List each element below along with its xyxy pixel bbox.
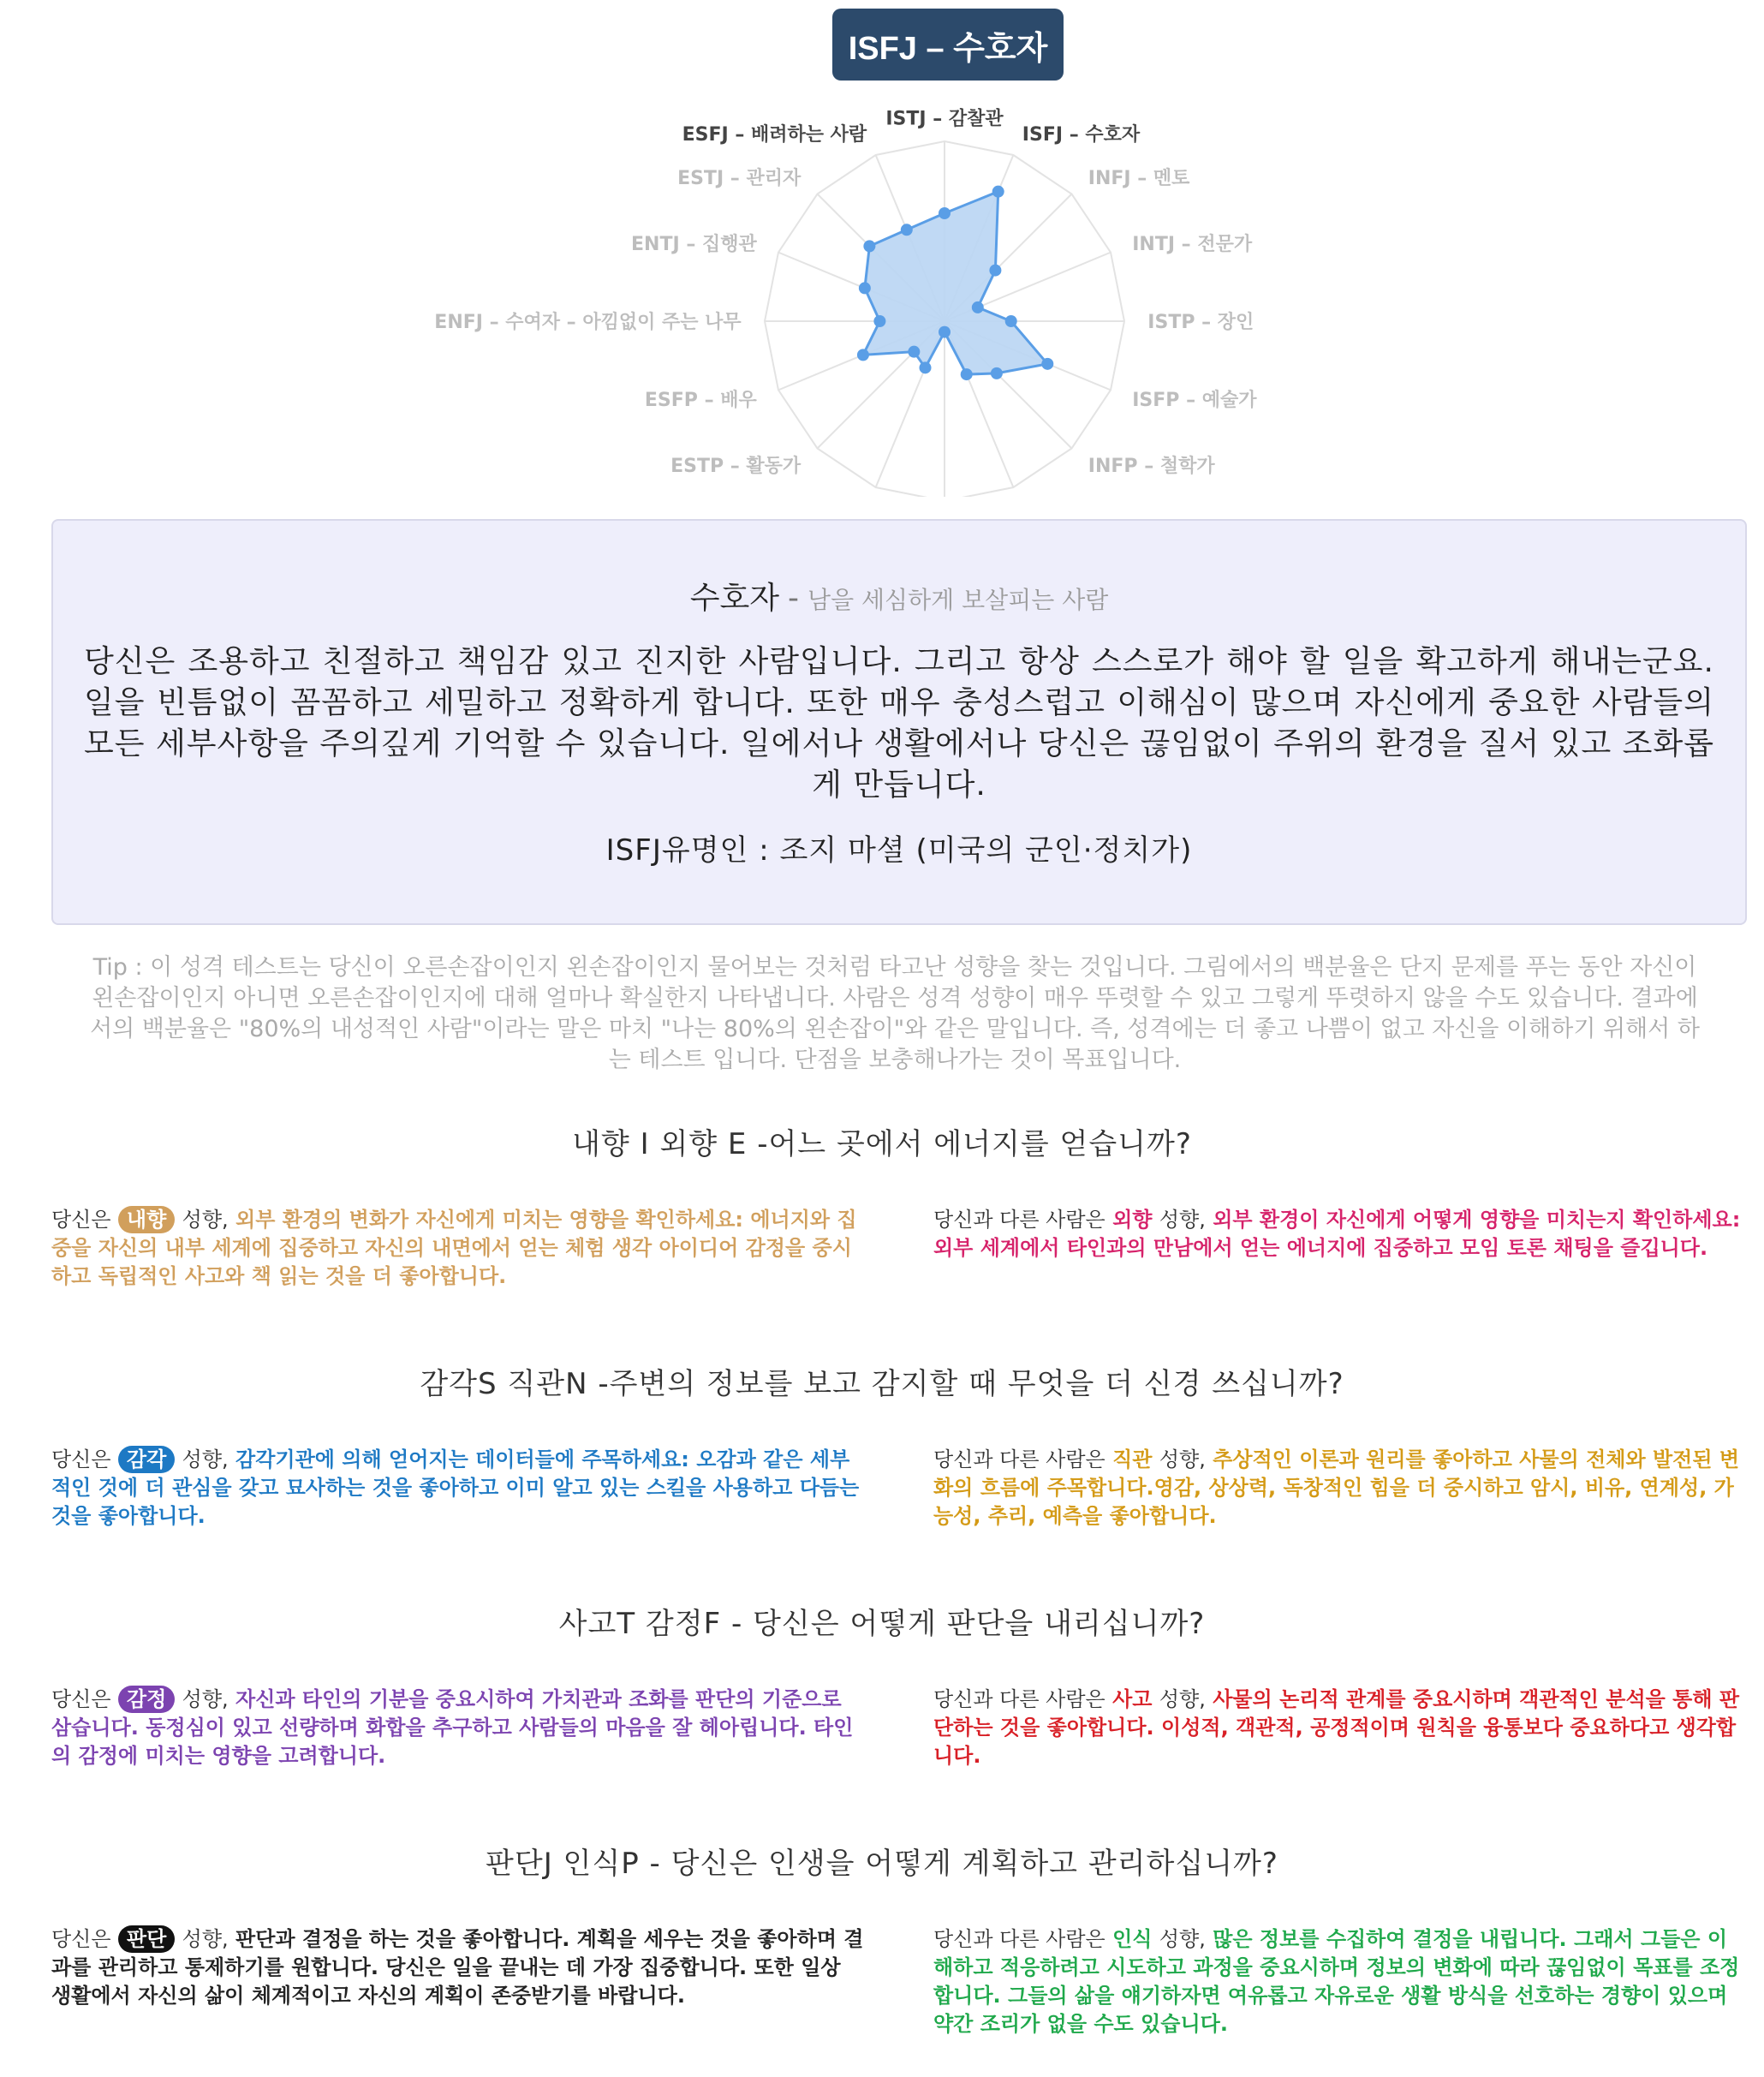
answer-text: 감각기관에 의해 얻어지는 데이터들에 주목하세요: 오감과 같은 세부적인 것에 더 관심을 갖고 묘사하는 것을 좋아하고 이미 알고 있는 스킬을 사용하고 다듬는 것을 좋아합니다. (51, 1447, 860, 1528)
radar-data-point (939, 326, 951, 338)
radar-data-point (857, 349, 869, 361)
answer-prefix: 당신은 (51, 1927, 111, 1951)
radar-axis-label: ISTP – 장인 (1147, 312, 1254, 333)
radar-data-point (919, 361, 931, 373)
radar-data-point (908, 346, 920, 358)
radar-axis-label: ISTJ – 감찰관 (885, 108, 1004, 130)
profile-title: 수호자 (689, 581, 780, 616)
answer-suffix: 성향, (1159, 1687, 1206, 1711)
answer-text: 자신과 타인의 기분을 중요시하여 가치관과 조화를 판단의 기준으로 삼습니다. 동정심이 있고 선량하며 화합을 추구하고 사람들의 마음을 잘 헤아립니다. 타인의 감정에 미치는 영향을 고려합니다. (51, 1687, 854, 1768)
trait-pill-introvert: 내향 (118, 1206, 175, 1233)
profile-card (51, 519, 1747, 925)
left-answer-judgment (51, 1686, 865, 1770)
right-answer-energy (933, 1206, 1747, 1262)
answer-prefix: 당신과 다른 사람은 (933, 1687, 1105, 1711)
radar-axis-label: INTJ – 전문가 (1132, 234, 1253, 256)
answer-prefix: 당신은 (51, 1447, 111, 1471)
answer-text: 추상적인 이론과 원리를 좋아하고 사물의 전체와 발전된 변화의 흐름에 주목합니다.영감, 상상력, 독창적인 힘을 더 중시하고 암시, 비유, 연계성, 가능성, 추리, 예측을 좋아합니다. (933, 1447, 1740, 1528)
radar-data-point (939, 207, 951, 219)
radar-data-point (1005, 315, 1017, 327)
question-perception: 감각S 직관N -주변의 정보를 보고 감지할 때 무엇을 더 신경 쓰십니까? (420, 1367, 1344, 1401)
answer-text: 많은 정보를 수집하여 결정을 내립니다. 그래서 그들은 이해하고 적응하려고 시도하고 과정을 중요시하며 정보의 변화에 따라 끊임없이 목표를 조정합니다. 그들의 삶을 얘기하자면 여유롭고 자유로운 생활 방식을 선호하는 경향이 있으며 약간 조리가 없을 수도 있습니다. (933, 1927, 1740, 2036)
right-answer-judgment (933, 1686, 1747, 1770)
trait-pill-sensing: 감각 (118, 1446, 175, 1473)
radar-axis-label: ESFJ – 배려하는 사람 (682, 123, 867, 146)
answer-suffix: 성향, (1159, 1208, 1206, 1232)
right-answer-perception (933, 1446, 1747, 1531)
answer-text: 판단과 결정을 하는 것을 좋아합니다. 계획을 세우는 것을 좋아하며 결과를 관리하고 통제하기를 원합니다. 당신은 일을 끝내는 데 가장 집중합니다. 또한 일상 생활에서 자신의 삶이 체계적이고 자신의 계획이 존중받기를 바랍니다. (51, 1927, 864, 2008)
left-answer-perception (51, 1446, 865, 1531)
radar-data-point (972, 301, 984, 313)
opposite-type: 인식 (1112, 1927, 1153, 1951)
profile-description: 당신은 조용하고 친절하고 책임감 있고 진지한 사람입니다. 그리고 항상 스스로가 해야 할 일을 확고하게 해내는군요. 일을 빈틈없이 꼼꼼하고 세밀하고 정확하게 합니다. 또한 매우 충성스럽고 이해심이 많으며 자신에게 중요한 사람들의 모든 세부사항을 주의깊게 기억할 수 있습니다. 일에서나 생활에서나 당신은 끊임없이 주위의 환경을 질서 있고 조화롭게 만듭니다. (84, 644, 1714, 803)
radar-data-point (863, 240, 875, 252)
radar-data-area (863, 192, 1047, 374)
radar-axis-label: ENTJ – 집행관 (631, 234, 757, 256)
question-lifestyle: 판단J 인식P - 당신은 인생을 어떻게 계획하고 관리하십니까? (486, 1847, 1278, 1881)
profile-heading (53, 574, 1745, 618)
radar-axis-label: ISFP – 예술가 (1132, 389, 1257, 411)
profile-subtitle: 남을 세심하게 보살피는 사람 (808, 586, 1109, 614)
radar-data-point (1041, 358, 1053, 370)
radar-data-point (991, 367, 1003, 379)
opposite-type: 사고 (1112, 1687, 1153, 1711)
answer-suffix: 성향, (182, 1447, 229, 1471)
answer-prefix: 당신과 다른 사람은 (933, 1208, 1105, 1232)
radar-axis-label: ESTP – 활동가 (670, 455, 802, 477)
radar-axis-label: INFP – 철학가 (1088, 455, 1215, 477)
radar-data-point (859, 282, 871, 294)
answer-text: 사물의 논리적 관계를 중요시하며 객관적인 분석을 통해 판단하는 것을 좋아합니다. 이성적, 객관적, 공정적이며 원칙을 융통보다 중요하다고 생각합니다. (933, 1687, 1740, 1768)
answer-prefix: 당신과 다른 사람은 (933, 1927, 1105, 1951)
answer-prefix: 당신은 (51, 1687, 111, 1711)
opposite-type: 외향 (1112, 1208, 1153, 1232)
profile-separator: - (788, 581, 800, 616)
radar-axis-label: ENFJ – 수여자 – 아낌없이 주는 나무 (434, 312, 742, 333)
result-type-badge: ISFJ – 수호자 (832, 9, 1064, 81)
right-answer-lifestyle (933, 1925, 1747, 2038)
answer-suffix: 성향, (182, 1208, 229, 1232)
radar-data-point (992, 186, 1004, 198)
famous-person: ISFJ유명인 : 조지 마셜 (미국의 군인·정치가) (605, 833, 1193, 868)
radar-axis-label: ISFJ – 수호자 (1022, 123, 1141, 146)
personality-radar-chart (0, 86, 1764, 497)
answer-suffix: 성향, (1159, 1927, 1206, 1951)
left-answer-energy (51, 1206, 865, 1291)
answer-suffix: 성향, (182, 1927, 229, 1951)
question-energy: 내향 I 외향 E -어느 곳에서 에너지를 얻습니까? (572, 1127, 1192, 1161)
tip-text: Tip : 이 성격 테스트는 당신이 오른손잡이인지 왼손잡이인지 물어보는 것처럼 타고난 성향을 찾는 것입니다. 그림에서의 백분율은 단지 문제를 푸는 동안 자신이 왼손잡이인지 아니면 오른손잡이인지에 대해 얼마나 확실한지 나타냅니다. 사람은 성격 성향이 매우 뚜렷할 수 있고 그렇게 뚜렷하지 않을 수도 있습니다. 결과에서의 백분율은 "80%의 내성적인 사람"이라는 말은 마치 "나는 80%의 왼손잡이"와 같은 말입니다. 즉, 성격에는 더 좋고 나쁨이 없고 자신을 이해하기 위해서 하는 테스트 입니다. 단점을 보충해나가는 것이 목표입니다. (90, 954, 1700, 1073)
radar-data-point (873, 315, 885, 327)
answer-suffix: 성향, (1159, 1447, 1206, 1471)
radar-axis-label: ESFP – 배우 (644, 389, 757, 411)
trait-pill-judging: 판단 (118, 1925, 175, 1953)
opposite-type: 직관 (1112, 1447, 1153, 1471)
radar-data-point (989, 265, 1001, 277)
left-answer-lifestyle (51, 1925, 865, 2010)
answer-suffix: 성향, (182, 1687, 229, 1711)
answer-prefix: 당신은 (51, 1208, 111, 1232)
radar-data-point (901, 224, 913, 236)
radar-axis-label: ESTJ – 관리자 (677, 168, 802, 190)
answer-text: 외부 환경의 변화가 자신에게 미치는 영향을 확인하세요: 에너지와 집중을 자신의 내부 세계에 집중하고 자신의 내면에서 얻는 체험 생각 아이디어 감정을 중시하고 독립적인 사고와 책 읽는 것을 더 좋아합니다. (51, 1208, 857, 1288)
radar-axis-label: INFJ – 멘토 (1088, 168, 1190, 190)
answer-prefix: 당신과 다른 사람은 (933, 1447, 1105, 1471)
trait-pill-feeling: 감정 (118, 1686, 175, 1713)
question-judgment: 사고T 감정F - 당신은 어떻게 판단을 내리십니까? (558, 1607, 1206, 1641)
radar-data-point (961, 368, 973, 380)
answer-text: 외부 환경이 자신에게 어떻게 영향을 미치는지 확인하세요: 외부 세계에서 타인과의 만남에서 얻는 에너지에 집중하고 모임 토론 채팅을 즐깁니다. (933, 1208, 1741, 1260)
